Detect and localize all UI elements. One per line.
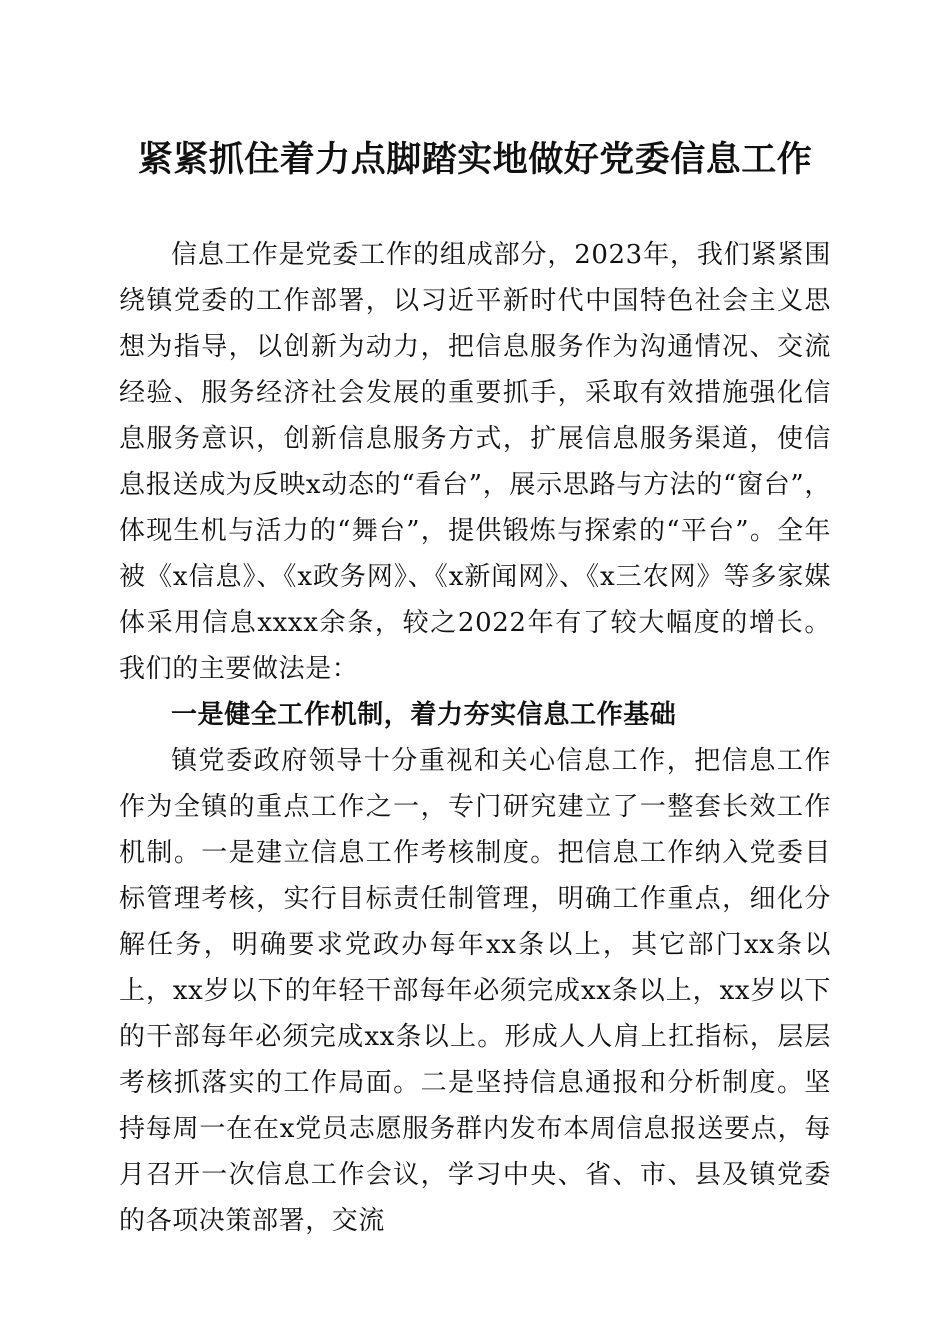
document-body	[119, 232, 831, 1244]
section-heading: 一是健全工作机制，着力夯实信息工作基础	[171, 700, 677, 730]
document-title: 紧紧抓住着力点脚踏实地做好党委信息工作	[137, 139, 813, 180]
section-paragraph: 镇党委政府领导十分重视和关心信息工作，把信息工作作为全镇的重点工作之一，专门研究建立了一整套长效工作机制。一是建立信息工作考核制度。把信息工作纳入党委目标管理考核，实行目标责任制管理，明确工作重点，细化分解任务，明确要求党政办每年xx条以上，其它部门xx条以上，xx岁以下的年轻干部每年必须完成xx条以上，xx岁以下的干部每年必须完成xx条以上。形成人人肩上扛指标，层层考核抓落实的工作局面。二是坚持信息通报和分析制度。坚持每周一在在x党员志愿服务群内发布本周信息报送要点，每月召开一次信息工作会议，学习中央、省、市、县及镇党委的各项决策部署，交流	[119, 746, 831, 1236]
intro-paragraph: 信息工作是党委工作的组成部分，2023年，我们紧紧围绕镇党委的工作部署，以习近平新时代中国特色社会主义思想为指导，以创新为动力，把信息服务作为沟通情况、交流经验、服务经济社会发展的重要抓手，采取有效措施强化信息服务意识，创新信息服务方式，扩展信息服务渠道，使信息报送成为反映x动态的“看台”，展示思路与方法的“窗台”，体现生机与活力的“舞台”，提供锻炼与探索的“平台”。全年被《x信息》、《x政务网》、《x新闻网》、《x三农网》等多家媒体采用信息xxxx余条，较之2022年有了较大幅度的增长。我们的主要做法是：	[119, 240, 831, 684]
